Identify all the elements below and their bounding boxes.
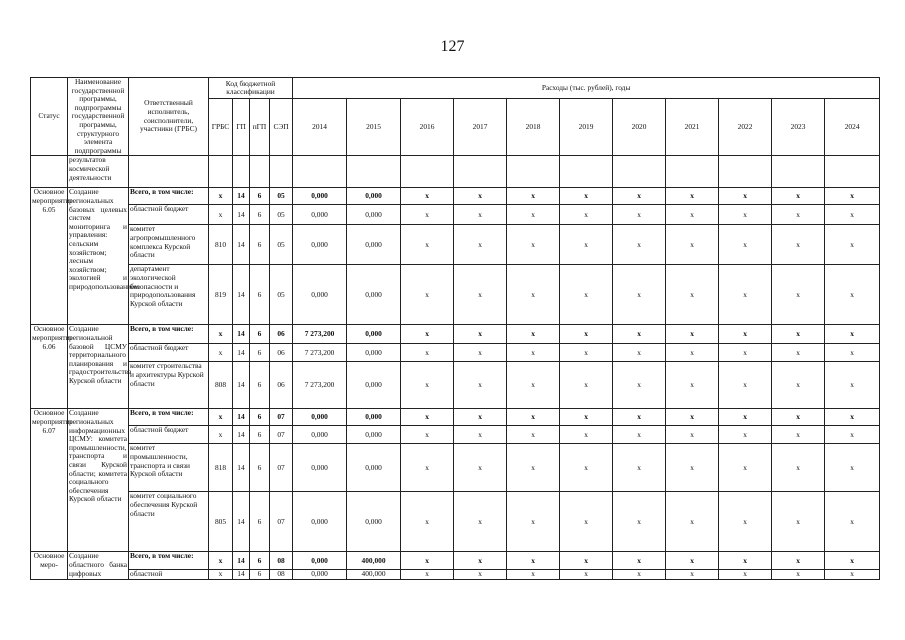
- value-x-cell: х: [719, 409, 772, 426]
- gp-cell: 14: [233, 444, 250, 492]
- sep-cell: 07: [270, 492, 293, 552]
- grbs-cell: х: [209, 325, 233, 344]
- value-x-cell: х: [560, 492, 613, 552]
- sep-cell: 07: [270, 409, 293, 426]
- gp-cell: 14: [233, 409, 250, 426]
- value-x-cell: х: [401, 205, 454, 225]
- value-x-cell: х: [507, 205, 560, 225]
- empty-cell: [270, 156, 293, 188]
- gp-cell: 14: [233, 225, 250, 265]
- value-x-cell: х: [507, 426, 560, 444]
- value-x-cell: х: [401, 188, 454, 205]
- empty-cell: [454, 156, 507, 188]
- value-x-cell: х: [507, 552, 560, 570]
- empty-cell: [613, 156, 666, 188]
- value-x-cell: х: [560, 205, 613, 225]
- value-2015-cell: 0,000: [347, 325, 401, 344]
- pgp-cell: 6: [250, 570, 270, 580]
- value-x-cell: х: [719, 265, 772, 325]
- grbs-cell: 810: [209, 225, 233, 265]
- value-x-cell: х: [666, 265, 719, 325]
- value-x-cell: х: [613, 188, 666, 205]
- header-year: 2019: [560, 99, 613, 156]
- value-x-cell: х: [507, 325, 560, 344]
- value-x-cell: х: [772, 444, 825, 492]
- value-x-cell: х: [719, 344, 772, 362]
- gp-cell: 14: [233, 552, 250, 570]
- pgp-cell: 6: [250, 265, 270, 325]
- value-2015-cell: 0,000: [347, 492, 401, 552]
- value-x-cell: х: [772, 362, 825, 409]
- value-x-cell: х: [719, 225, 772, 265]
- value-x-cell: х: [666, 426, 719, 444]
- empty-cell: [233, 156, 250, 188]
- pgp-cell: 6: [250, 492, 270, 552]
- value-x-cell: х: [507, 570, 560, 580]
- header-code-col: ГРБС: [209, 99, 233, 156]
- empty-cell: [129, 156, 209, 188]
- value-x-cell: х: [772, 225, 825, 265]
- gp-cell: 14: [233, 205, 250, 225]
- value-x-cell: х: [613, 265, 666, 325]
- sep-cell: 06: [270, 344, 293, 362]
- responsible-cell: Всего, в том числе:: [129, 188, 209, 205]
- value-x-cell: х: [825, 325, 880, 344]
- header-year: 2021: [666, 99, 719, 156]
- status-cell: [31, 156, 68, 188]
- value-2014-cell: 0,000: [293, 552, 347, 570]
- value-x-cell: х: [772, 492, 825, 552]
- value-x-cell: х: [454, 188, 507, 205]
- header-year: 2024: [825, 99, 880, 156]
- pgp-cell: 6: [250, 444, 270, 492]
- value-x-cell: х: [560, 265, 613, 325]
- value-x-cell: х: [613, 492, 666, 552]
- grbs-cell: х: [209, 552, 233, 570]
- sep-cell: 08: [270, 570, 293, 580]
- sep-cell: 07: [270, 426, 293, 444]
- empty-cell: [209, 156, 233, 188]
- value-x-cell: х: [454, 444, 507, 492]
- value-2014-cell: 0,000: [293, 426, 347, 444]
- responsible-cell: областной бюджет: [129, 426, 209, 444]
- empty-cell: [401, 156, 454, 188]
- value-x-cell: х: [666, 362, 719, 409]
- value-x-cell: х: [825, 205, 880, 225]
- value-x-cell: х: [825, 344, 880, 362]
- header-status: Статус: [31, 78, 68, 156]
- empty-cell: [293, 156, 347, 188]
- responsible-cell: комитет агропромышленного комплекса Курской области: [129, 225, 209, 265]
- value-x-cell: х: [454, 265, 507, 325]
- value-2015-cell: 400,000: [347, 570, 401, 580]
- value-x-cell: х: [560, 225, 613, 265]
- gp-cell: 14: [233, 492, 250, 552]
- grbs-cell: 818: [209, 444, 233, 492]
- header-row-1: [31, 78, 880, 99]
- value-x-cell: х: [772, 426, 825, 444]
- value-x-cell: х: [666, 492, 719, 552]
- value-x-cell: х: [825, 570, 880, 580]
- page-number: 127: [440, 38, 465, 55]
- value-x-cell: х: [454, 205, 507, 225]
- value-x-cell: х: [719, 325, 772, 344]
- pgp-cell: 6: [250, 552, 270, 570]
- pgp-cell: 6: [250, 409, 270, 426]
- value-x-cell: х: [507, 265, 560, 325]
- grbs-cell: 805: [209, 492, 233, 552]
- empty-cell: [719, 156, 772, 188]
- table-row: [31, 325, 880, 344]
- header-year: 2016: [401, 99, 454, 156]
- value-2014-cell: 0,000: [293, 570, 347, 580]
- name-cell: Создание региональных информационных ЦСМУ: комитета промышленности, транспорта и связи Курской области; комитета социального обеспечения Курской области: [68, 409, 129, 552]
- value-2014-cell: 0,000: [293, 265, 347, 325]
- value-x-cell: х: [666, 409, 719, 426]
- table-row: [31, 426, 880, 444]
- value-x-cell: х: [825, 426, 880, 444]
- table-row: [31, 362, 880, 409]
- value-x-cell: х: [772, 552, 825, 570]
- grbs-cell: х: [209, 409, 233, 426]
- value-x-cell: х: [719, 552, 772, 570]
- value-x-cell: х: [772, 570, 825, 580]
- value-2014-cell: 0,000: [293, 409, 347, 426]
- value-2015-cell: 0,000: [347, 362, 401, 409]
- sep-cell: 05: [270, 188, 293, 205]
- value-x-cell: х: [507, 344, 560, 362]
- header-code-col: пГП: [250, 99, 270, 156]
- value-x-cell: х: [772, 205, 825, 225]
- value-2015-cell: 0,000: [347, 426, 401, 444]
- pgp-cell: 6: [250, 225, 270, 265]
- header-name: Наименование государственной программы, подпрограммы государственной программы, структурного элемента подпрограммы: [68, 78, 129, 156]
- value-x-cell: х: [719, 444, 772, 492]
- value-x-cell: х: [825, 265, 880, 325]
- status-cell: Основное мероприятие 6.06: [31, 325, 68, 409]
- value-x-cell: х: [560, 362, 613, 409]
- value-x-cell: х: [719, 426, 772, 444]
- header-year: 2018: [507, 99, 560, 156]
- value-x-cell: х: [613, 444, 666, 492]
- value-x-cell: х: [666, 205, 719, 225]
- sep-cell: 05: [270, 265, 293, 325]
- value-x-cell: х: [613, 205, 666, 225]
- sep-cell: 06: [270, 325, 293, 344]
- grbs-cell: х: [209, 188, 233, 205]
- value-x-cell: х: [825, 409, 880, 426]
- value-x-cell: х: [719, 205, 772, 225]
- name-cell: Создание региональных базовых целевых систем мониторинга и управления: сельским хозяйством; лесным хозяйством; экологией и природопользованием: [68, 188, 129, 325]
- header-year: 2023: [772, 99, 825, 156]
- table-row: [31, 344, 880, 362]
- gp-cell: 14: [233, 426, 250, 444]
- value-x-cell: х: [454, 552, 507, 570]
- table-row: [31, 409, 880, 426]
- continuation-row: [31, 156, 880, 188]
- value-2015-cell: 0,000: [347, 344, 401, 362]
- value-x-cell: х: [560, 444, 613, 492]
- value-x-cell: х: [560, 325, 613, 344]
- value-x-cell: х: [772, 344, 825, 362]
- table-row: [31, 444, 880, 492]
- value-x-cell: х: [666, 225, 719, 265]
- grbs-cell: 819: [209, 265, 233, 325]
- value-x-cell: х: [719, 362, 772, 409]
- empty-cell: [560, 156, 613, 188]
- header-year: 2020: [613, 99, 666, 156]
- header-year: 2014: [293, 99, 347, 156]
- value-x-cell: х: [454, 409, 507, 426]
- value-x-cell: х: [772, 409, 825, 426]
- header-year: 2017: [454, 99, 507, 156]
- value-x-cell: х: [666, 444, 719, 492]
- budget-table: [30, 77, 880, 580]
- value-x-cell: х: [401, 426, 454, 444]
- sep-cell: 07: [270, 444, 293, 492]
- table-row: [31, 188, 880, 205]
- gp-cell: 14: [233, 325, 250, 344]
- value-2015-cell: 0,000: [347, 205, 401, 225]
- gp-cell: 14: [233, 265, 250, 325]
- empty-cell: [507, 156, 560, 188]
- value-x-cell: х: [401, 344, 454, 362]
- value-x-cell: х: [772, 265, 825, 325]
- value-x-cell: х: [401, 409, 454, 426]
- header-year: 2015: [347, 99, 401, 156]
- value-x-cell: х: [666, 552, 719, 570]
- value-2014-cell: 7 273,200: [293, 362, 347, 409]
- value-x-cell: х: [560, 426, 613, 444]
- value-x-cell: х: [507, 444, 560, 492]
- pgp-cell: 6: [250, 426, 270, 444]
- value-x-cell: х: [401, 552, 454, 570]
- value-x-cell: х: [507, 492, 560, 552]
- value-x-cell: х: [719, 492, 772, 552]
- value-x-cell: х: [825, 362, 880, 409]
- name-cell: результатов космической деятельности: [68, 156, 129, 188]
- value-x-cell: х: [825, 492, 880, 552]
- empty-cell: [825, 156, 880, 188]
- value-x-cell: х: [401, 570, 454, 580]
- value-x-cell: х: [560, 570, 613, 580]
- value-x-cell: х: [401, 325, 454, 344]
- value-2015-cell: 400,000: [347, 552, 401, 570]
- sep-cell: 06: [270, 362, 293, 409]
- value-x-cell: х: [401, 492, 454, 552]
- responsible-cell: областной: [129, 570, 209, 580]
- table-row: [31, 205, 880, 225]
- table-row: [31, 265, 880, 325]
- table-row: [31, 225, 880, 265]
- value-x-cell: х: [560, 552, 613, 570]
- value-x-cell: х: [613, 325, 666, 344]
- status-cell: Основное меро-: [31, 552, 68, 580]
- grbs-cell: х: [209, 205, 233, 225]
- value-x-cell: х: [560, 409, 613, 426]
- value-2014-cell: 0,000: [293, 188, 347, 205]
- value-x-cell: х: [454, 570, 507, 580]
- gp-cell: 14: [233, 570, 250, 580]
- pgp-cell: 6: [250, 344, 270, 362]
- name-cell: Создание областного банка цифровых: [69, 551, 127, 578]
- value-2015-cell: 0,000: [347, 444, 401, 492]
- status-cell: Основное мероприятие 6.05: [31, 188, 68, 325]
- responsible-cell: Всего, в том числе:: [129, 409, 209, 426]
- value-x-cell: х: [454, 225, 507, 265]
- value-x-cell: х: [401, 225, 454, 265]
- header-expenses: Расходы (тыс. рублей), годы: [293, 78, 880, 99]
- value-x-cell: х: [825, 225, 880, 265]
- header-budget-code: Код бюджетной классификации: [209, 78, 293, 99]
- header-code-col: СЭП: [270, 99, 293, 156]
- value-x-cell: х: [719, 570, 772, 580]
- value-x-cell: х: [666, 344, 719, 362]
- value-2014-cell: 0,000: [293, 205, 347, 225]
- table-row: [31, 552, 880, 570]
- value-x-cell: х: [666, 325, 719, 344]
- value-x-cell: х: [772, 325, 825, 344]
- gp-cell: 14: [233, 344, 250, 362]
- grbs-cell: х: [209, 344, 233, 362]
- gp-cell: 14: [233, 362, 250, 409]
- value-x-cell: х: [825, 188, 880, 205]
- value-x-cell: х: [507, 188, 560, 205]
- value-x-cell: х: [507, 225, 560, 265]
- status-cell: Основное мероприятие 6.07: [31, 409, 68, 552]
- value-2015-cell: 0,000: [347, 225, 401, 265]
- value-x-cell: х: [401, 362, 454, 409]
- value-x-cell: х: [454, 325, 507, 344]
- pgp-cell: 6: [250, 205, 270, 225]
- responsible-cell: комитет строительства и архитектуры Курской области: [129, 362, 209, 409]
- value-x-cell: х: [560, 344, 613, 362]
- pgp-cell: 6: [250, 325, 270, 344]
- table-row: [31, 570, 880, 580]
- empty-cell: [772, 156, 825, 188]
- grbs-cell: 808: [209, 362, 233, 409]
- value-x-cell: х: [454, 344, 507, 362]
- value-x-cell: х: [613, 344, 666, 362]
- header-responsible: Ответственный исполнитель, соисполнители, участники (ГРБС): [129, 78, 209, 156]
- empty-cell: [666, 156, 719, 188]
- value-x-cell: х: [666, 570, 719, 580]
- value-x-cell: х: [401, 265, 454, 325]
- name-cell: Создание региональной базовой ЦСМУ территориального планирования и градостроительства Курской области: [68, 325, 129, 409]
- pgp-cell: 6: [250, 362, 270, 409]
- responsible-cell: Всего, в том числе:: [129, 552, 209, 570]
- sep-cell: 05: [270, 225, 293, 265]
- value-x-cell: х: [401, 444, 454, 492]
- value-x-cell: х: [507, 409, 560, 426]
- value-x-cell: х: [560, 188, 613, 205]
- empty-cell: [250, 156, 270, 188]
- value-2014-cell: 7 273,200: [293, 344, 347, 362]
- responsible-cell: Всего, в том числе:: [129, 325, 209, 344]
- responsible-cell: комитет социального обеспечения Курской области: [129, 492, 209, 552]
- pgp-cell: 6: [250, 188, 270, 205]
- value-x-cell: х: [825, 552, 880, 570]
- grbs-cell: х: [209, 570, 233, 580]
- value-x-cell: х: [772, 188, 825, 205]
- value-x-cell: х: [825, 444, 880, 492]
- value-2014-cell: 7 273,200: [293, 325, 347, 344]
- header-year: 2022: [719, 99, 772, 156]
- empty-cell: [347, 156, 401, 188]
- responsible-cell: комитет промышленности, транспорта и связи Курской области: [129, 444, 209, 492]
- value-x-cell: х: [613, 362, 666, 409]
- value-x-cell: х: [507, 362, 560, 409]
- value-2015-cell: 0,000: [347, 188, 401, 205]
- value-x-cell: х: [613, 225, 666, 265]
- sep-cell: 08: [270, 552, 293, 570]
- header-code-col: ГП: [233, 99, 250, 156]
- responsible-cell: областной бюджет: [129, 205, 209, 225]
- value-2014-cell: 0,000: [293, 444, 347, 492]
- value-2014-cell: 0,000: [293, 225, 347, 265]
- gp-cell: 14: [233, 188, 250, 205]
- value-x-cell: х: [454, 362, 507, 409]
- value-x-cell: х: [613, 570, 666, 580]
- table-row: [31, 492, 880, 552]
- value-x-cell: х: [613, 426, 666, 444]
- sep-cell: 05: [270, 205, 293, 225]
- value-2015-cell: 0,000: [347, 265, 401, 325]
- value-x-cell: х: [454, 492, 507, 552]
- value-x-cell: х: [613, 409, 666, 426]
- responsible-cell: областной бюджет: [129, 344, 209, 362]
- responsible-cell: департамент экологической безопасности и природопользования Курской области: [129, 265, 209, 325]
- value-x-cell: х: [719, 188, 772, 205]
- value-x-cell: х: [666, 188, 719, 205]
- value-2014-cell: 0,000: [293, 492, 347, 552]
- value-x-cell: х: [454, 426, 507, 444]
- grbs-cell: х: [209, 426, 233, 444]
- value-2015-cell: 0,000: [347, 409, 401, 426]
- value-x-cell: х: [613, 552, 666, 570]
